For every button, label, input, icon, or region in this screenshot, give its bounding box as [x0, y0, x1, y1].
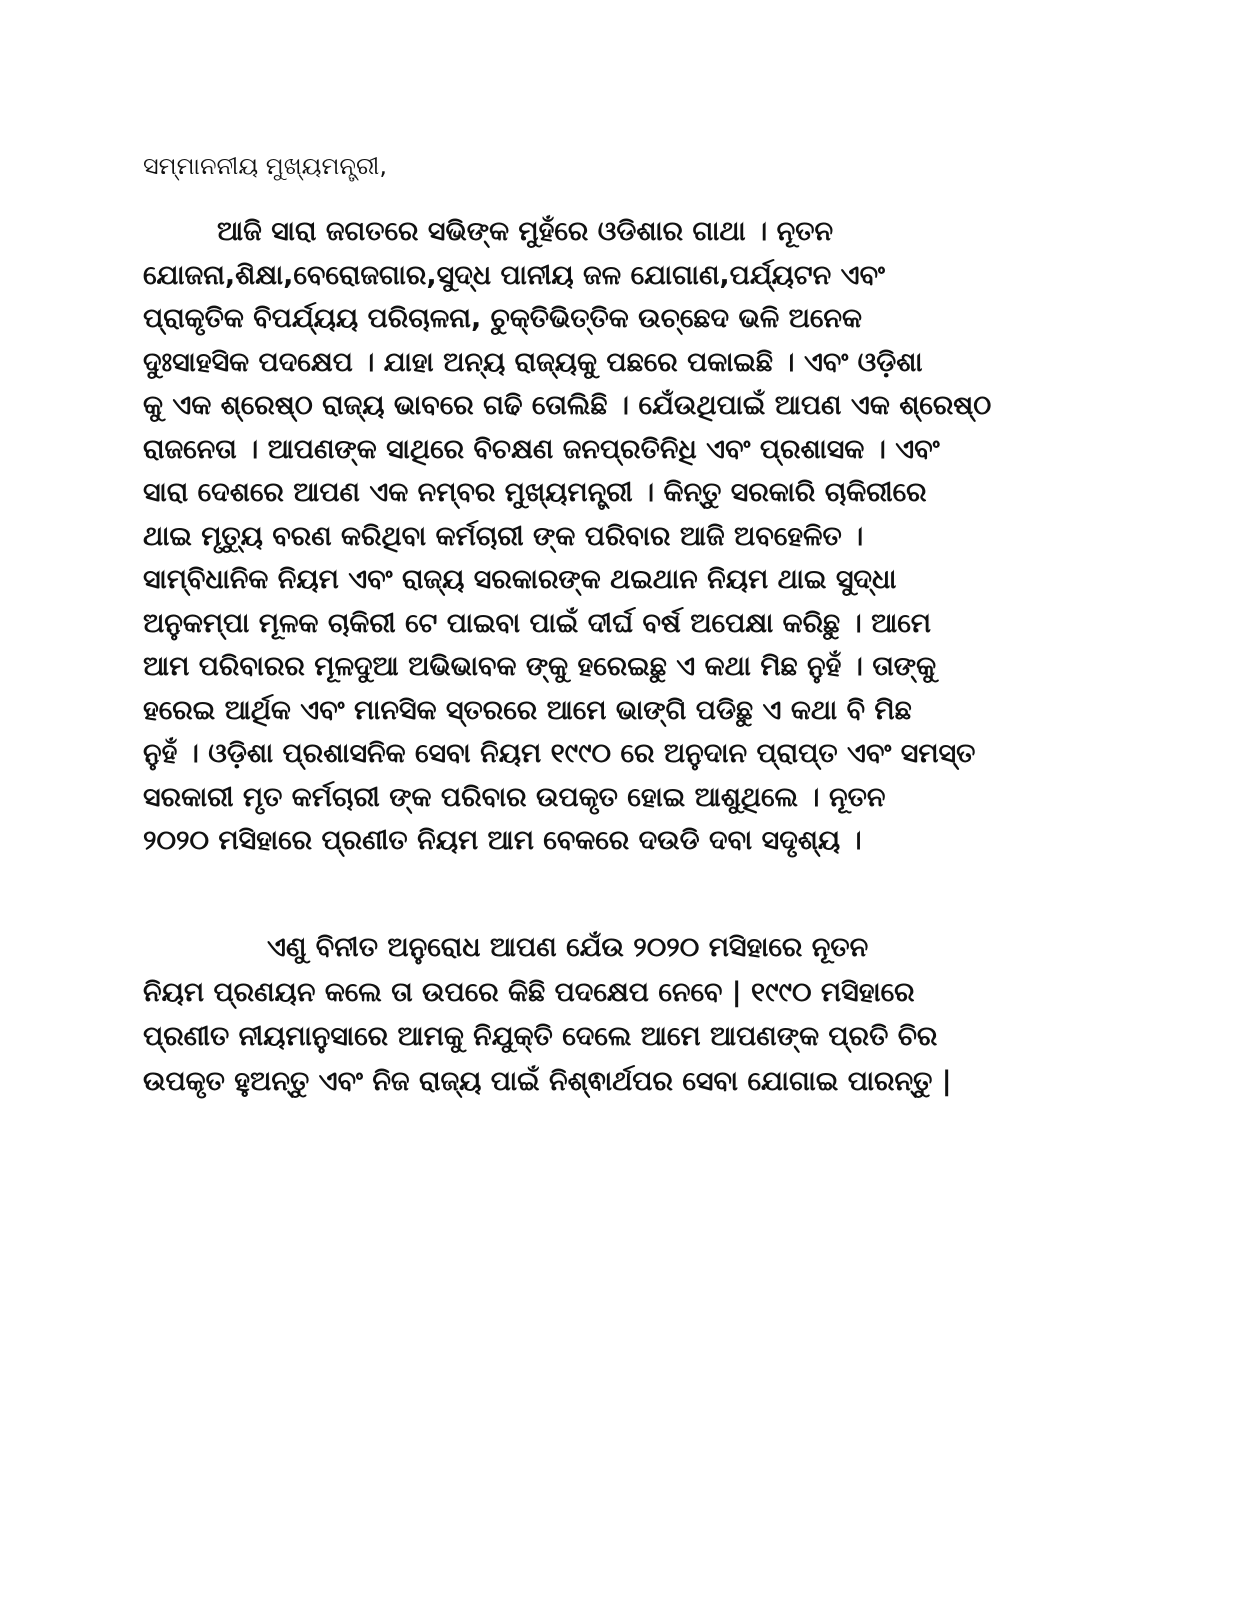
text-line: ୨୦୨୦ ମସିହାରେ ପ୍ରଣୀତ ନିୟମ ଆମ ବେକରେ ଦଉଡି ଦବା ସଦୃଶ୍ୟ ।	[143, 825, 862, 856]
text-line: ନୁହଁ । ଓଡ଼ିଶା ପ୍ରଶାସନିକ ସେବା ନିୟମ ୧୯୯୦ ରେ ଅନୁଦାନ ପ୍ରାପ୍ତ ଏବଂ ସମସ୍ତ	[143, 738, 976, 769]
text-line: ସାରା ଦେଶରେ ଆପଣ ଏକ ନମ୍ବର ମୁଖ୍ୟମନ୍ତ୍ରୀ । କିନ୍ତୁ ସରକାରି ଚାକିରୀରେ	[143, 477, 927, 508]
letter-paragraph-2	[143, 926, 1103, 1104]
text-line: ଅନୁକମ୍ପା ମୂଳକ ଚାକିରୀ ଟେ ପାଇବା ପାଇଁ ଦୀର୍ଘ ବର୍ଷ ଅପେକ୍ଷା କରିଛୁ । ଆମେ	[143, 607, 931, 639]
text-line: ଥାଇ ମୃତ୍ୟୁ ବରଣ କରିଥିବା କର୍ମଚାରୀ ଙ୍କ ପରିବାର ଆଜି ଅବହେଳିତ ।	[143, 520, 864, 552]
text-line: ନିୟମ ପ୍ରଣୟନ କଲେ ତା ଉପରେ କିଛି ପଦକ୍ଷେପ ନେବେ | ୧୯୯୦ ମସିହାରେ	[143, 976, 915, 1008]
text-line: ଏଣୁ ବିନୀତ ଅନୁରୋଧ ଆପଣ ଯେଁଉ ୨୦୨୦ ମସିହାରେ ନୂତନ	[267, 932, 869, 963]
text-line: ପ୍ରଣୀତ ନୀୟମାନୁସାରେ ଆମକୁ ନିଯୁକ୍ତି ଦେଲେ ଆମେ ଆପଣଙ୍କ ପ୍ରତି ଚିର	[143, 1021, 938, 1052]
text-line: କୁ ଏକ ଶ୍ରେଷ୍ଠ ରାଜ୍ୟ ଭାବରେ ଗଢି ତୋଲିଛି । ଯେଁଉଥିପାଇଁ ଆପଣ ଏକ ଶ୍ରେଷ୍ଠ	[143, 390, 992, 421]
text-line: ହରେଇ ଆର୍ଥିକ ଏବଂ ମାନସିକ ସ୍ତରରେ ଆମେ ଭାଙ୍ଗି ପଡିଛୁ ଏ କଥା ବି ମିଛ	[143, 694, 912, 726]
letter-paragraph-1	[143, 210, 1103, 863]
text-line: ସରକାରୀ ମୃତ କର୍ମଚାରୀ ଙ୍କ ପରିବାର ଉପକୃତ ହୋଇ ଆଶୁଥିଲେ । ନୂତନ	[143, 781, 886, 813]
text-line: ସାମ୍ବିଧାନିକ ନିୟମ ଏବଂ ରାଜ୍ୟ ସରକାରଙ୍କ ଥଇଥାନ ନିୟମ ଥାଇ ସୁଦ୍ଧା	[143, 564, 897, 595]
letter-salutation: ସମ୍ମାନନୀୟ ମୁଖ୍ୟମନ୍ତ୍ରୀ,	[143, 152, 388, 180]
text-line: ରାଜନେତା । ଆପଣଙ୍କ ସାଥିରେ ବିଚକ୍ଷଣ ଜନପ୍ରତିନିଧି ଏବଂ ପ୍ରଶାସକ । ଏବଂ	[143, 433, 940, 465]
text-line: ଆମ ପରିବାରର ମୂଳଦୁଆ ଅଭିଭାବକ ଙ୍କୁ ହରେଇଛୁ ଏ କଥା ମିଛ ନୁହଁ । ତାଙ୍କୁ	[143, 651, 937, 682]
text-line: ଯୋଜନା,ଶିକ୍ଷା,ବେରୋଜଗାର,ସୁଦ୍ଧ ପାନୀୟ ଜଳ ଯୋଗାଣ,ପର୍ଯ୍ୟଟନ ଏବଂ	[143, 259, 885, 291]
text-line: ପ୍ରାକୃତିକ ବିପର୍ଯ୍ୟୟ ପରିଚାଳନା, ଚୁକ୍ତିଭିତ୍ତିକ ଉଚ୍ଛେଦ ଭଳି ଅନେକ	[143, 303, 862, 334]
text-line: ଆଜି ସାରା ଜଗତରେ ସଭିଙ୍କ ମୁହଁରେ ଓଡିଶାର ଗାଥା । ନୂତନ	[217, 216, 834, 247]
text-line: ଦୁଃସାହସିକ ପଦକ୍ଷେପ । ଯାହା ଅନ୍ୟ ରାଜ୍ୟକୁ ପଛରେ ପକାଇଛି । ଏବଂ ଓଡ଼ିଶା	[143, 346, 923, 378]
text-line: ଉପକୃତ ହୁଅନ୍ତୁ ଏବଂ ନିଜ ରାଜ୍ୟ ପାଇଁ ନିଶ୍ଵାର୍ଥପର ସେବା ଯୋଗାଇ ପାରନ୍ତୁ |	[143, 1065, 952, 1097]
